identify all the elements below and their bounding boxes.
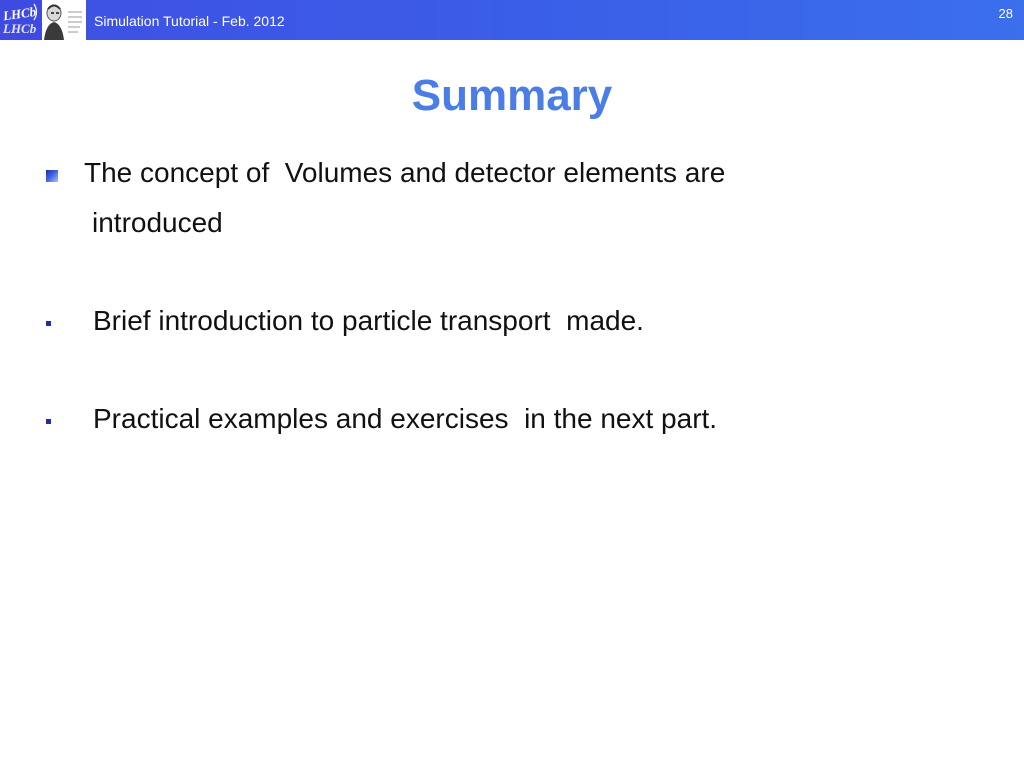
bullet-text: The concept of Volumes and detector elements are bbox=[84, 157, 726, 188]
bullet-square-icon bbox=[46, 170, 58, 182]
bullet-square-icon bbox=[46, 419, 51, 424]
bullet-text: Practical examples and exercises in the next part. bbox=[93, 403, 718, 434]
svg-text:LHCb: LHCb bbox=[3, 21, 37, 36]
svg-text:LHCb: LHCb bbox=[2, 3, 38, 24]
bullet-text: Brief introduction to particle transport made. bbox=[93, 305, 644, 336]
page-number: 28 bbox=[998, 6, 1013, 21]
bullet-square-icon bbox=[46, 321, 51, 326]
bullet-text-continuation: introduced bbox=[92, 207, 223, 238]
slide-title: Summary bbox=[411, 71, 613, 120]
header-title: Simulation Tutorial - Feb. 2012 bbox=[94, 13, 285, 29]
